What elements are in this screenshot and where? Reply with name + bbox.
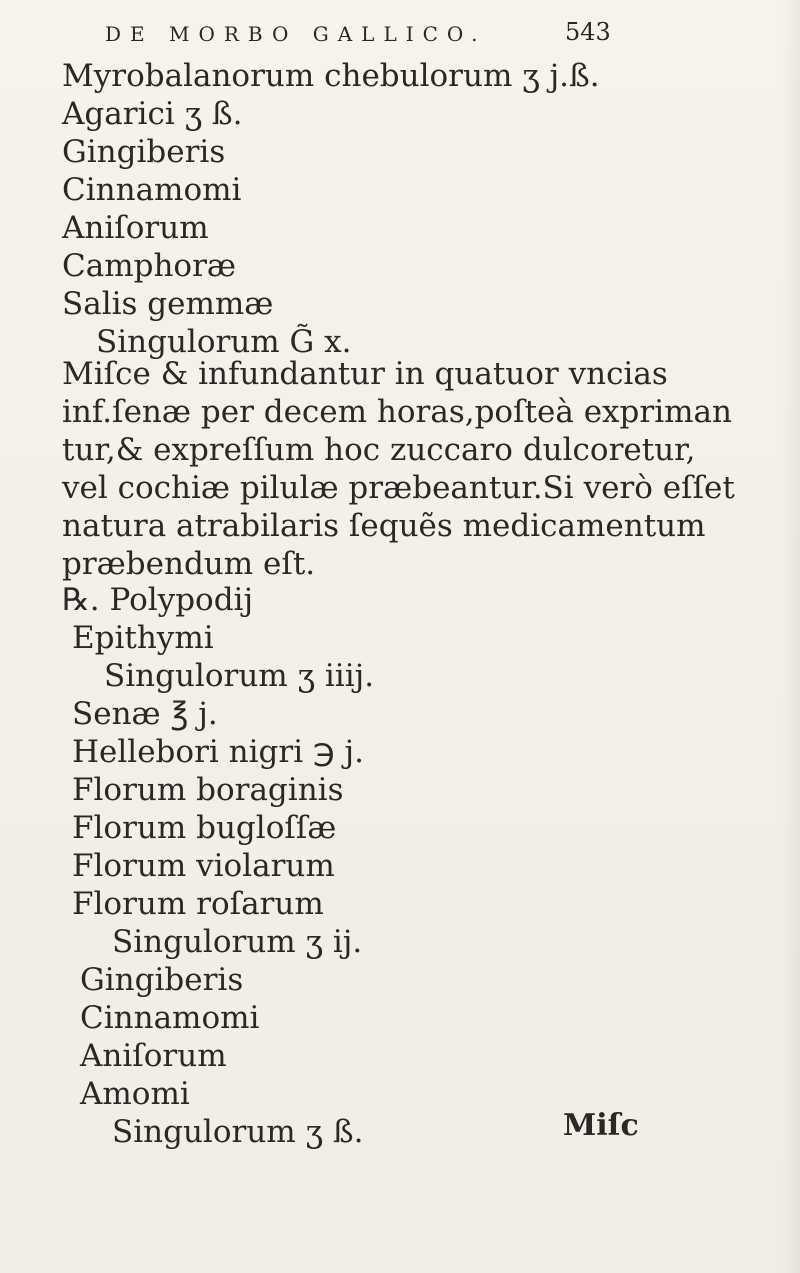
text-line: Camphoræ (62, 248, 237, 284)
text-line: natura atrabilaris ſequẽs medicamentum (62, 508, 706, 544)
text-line: Florum roſarum (72, 886, 324, 922)
text-line: Epithymi (72, 620, 214, 656)
text-line: præbendum eſt. (62, 546, 316, 582)
text-line: Myrobalanorum chebulorum ʒ j.ß. (62, 58, 600, 94)
catchword: Miſc (563, 1108, 639, 1143)
text-line: Salis gemmæ (62, 286, 274, 322)
text-line: Gingiberis (62, 134, 226, 170)
page-edge-shadow (782, 0, 800, 1273)
text-line: Florum bugloſſæ (72, 810, 337, 846)
text-line: Cinnamomi (80, 1000, 260, 1036)
text-line: Miſce & infundantur in quatuor vncias (62, 356, 668, 392)
text-line: Florum violarum (72, 848, 335, 884)
text-line: inf.ſenæ per decem horas,poſteà expriman (62, 394, 732, 430)
text-line: vel cochiæ pilulæ præbeantur.Si verò eſſet (62, 470, 735, 506)
text-line: Singulorum ʒ ß. (112, 1114, 364, 1150)
text-line: Cinnamomi (62, 172, 242, 208)
text-line: Aniſorum (62, 210, 209, 246)
text-line: Agarici ʒ ß. (62, 96, 243, 132)
text-line: tur,& expreſſum hoc zuccaro dulcoretur, (62, 432, 696, 468)
text-line: Hellebori nigri ℈ j. (72, 734, 364, 770)
page-header (105, 16, 645, 56)
text-line: Senæ ℥ j. (72, 696, 218, 732)
running-head: DE MORBO GALLICO. (105, 22, 487, 46)
text-line: Florum boraginis (72, 772, 344, 808)
text-line: Gingiberis (80, 962, 244, 998)
text-line: Singulorum ʒ ij. (112, 924, 363, 960)
text-line: Singulorum ʒ iiij. (104, 658, 375, 694)
text-line: Singulorum G̃ x. (96, 324, 352, 360)
text-line: Amomi (80, 1076, 190, 1112)
text-line: ℞. Polypodij (62, 582, 254, 618)
text-line: Aniſorum (80, 1038, 227, 1074)
page-number: 543 (565, 18, 611, 46)
